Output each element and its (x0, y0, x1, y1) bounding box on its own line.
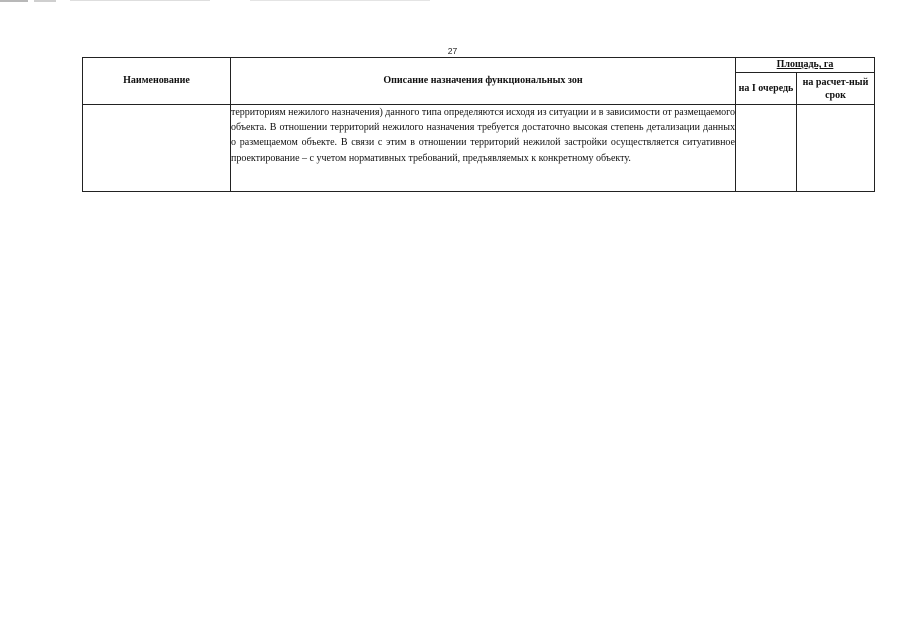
cell-area-estimated (797, 105, 875, 192)
cell-area-first-stage (736, 105, 797, 192)
column-header-area: Площадь, га (736, 58, 875, 73)
scan-artifact (70, 0, 210, 1)
table-row (83, 105, 875, 192)
cell-name (83, 105, 231, 192)
column-header-area-first-stage: на I очередь (736, 73, 797, 105)
page-number: 27 (447, 46, 458, 56)
scan-artifact (34, 0, 56, 2)
column-header-area-estimated: на расчет-ный срок (797, 73, 875, 105)
column-header-description: Описание назначения функциональных зон (231, 58, 736, 105)
functional-zones-table (82, 57, 875, 192)
scan-artifact (0, 0, 28, 2)
column-header-name: Наименование (83, 58, 231, 105)
scan-artifact (250, 0, 430, 1)
cell-description: территориям нежилого назначения) данного типа определяются исходя из ситуации и в зависимости от размещаемого объекта. В отношении территорий нежилого назначения требуется достаточно высокая степень детализации данных о размещаемом объекте. В связи с этим в отношении территорий нежилой застройки осуществляется ситуативное проектирование – с учетом нормативных требований, предъявляемых к конкретному объекту. (231, 105, 736, 192)
